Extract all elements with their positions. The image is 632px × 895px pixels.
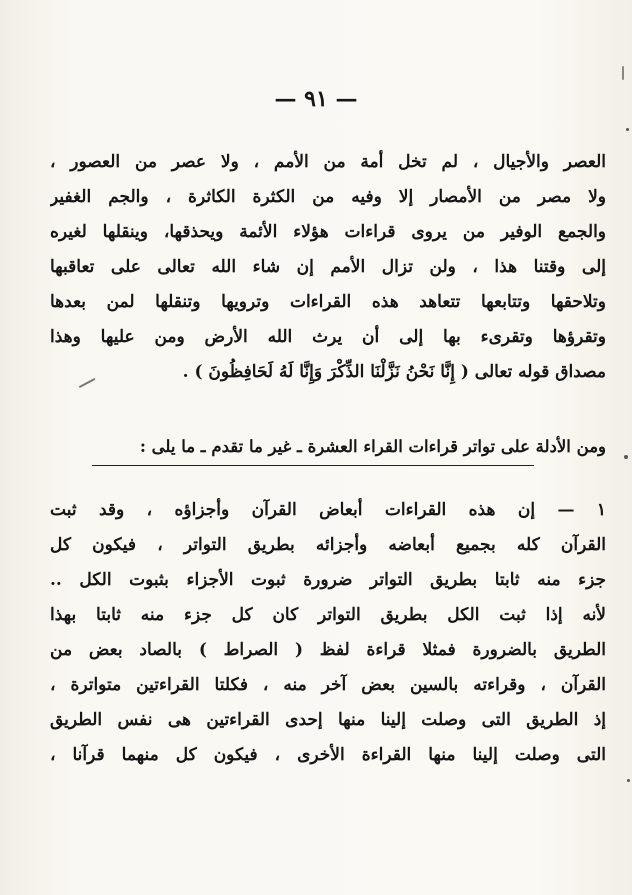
text-line: ولا مصر من الأمصار إلا وفيه من الكثرة الكاثرة ، والجم الغفير: [50, 187, 606, 207]
scan-speck: [626, 128, 629, 131]
paragraph-2: [50, 493, 606, 773]
scan-speck: [624, 455, 628, 459]
text-line: لأنه إذا ثبت الكل بطريق التواتر كان كل جزء منه ثابتا بهذا: [50, 605, 606, 625]
text-line: القرآن ، وقراءته بالسين بعض آخر منه ، فكلتا القراءتين متواترة ،: [50, 675, 606, 695]
scan-speck: [622, 66, 624, 80]
text-line: القرآن كله بجميع أبعاضه وأجزائه بطريق التواتر ، فيكون كل: [50, 535, 606, 555]
text-line: إلى وقتنا هذا ، ولن تزال الأمم إن شاء الله تعالى على تعاقبها: [50, 257, 606, 277]
section-heading: ومن الأدلة على تواتر قراءات القراء العشرة ـ غير ما تقدم ـ ما يلى :: [139, 437, 606, 456]
text-line: وتلاحقها وتتابعها تتعاهد هذه القراءات وترويها وتنقلها لمن بعدها: [50, 292, 606, 312]
text-line: الطريق بالضرورة فمثلا قراءة لفظ ( الصراط ) بالصاد بعض من: [50, 640, 606, 660]
text-line: التى وصلت إلينا منها القراءة الأخرى ، فيكون كل منهما قرآنا ،: [50, 745, 606, 765]
scan-speck: [627, 779, 630, 782]
text-line: جزء منه ثابتا بطريق التواتر ضرورة ثبوت الأجزاء بثبوت الكل ..: [50, 570, 606, 590]
heading-underline: [92, 465, 534, 466]
text-line: العصر والأجيال ، لم تخل أمة من الأمم ، ولا عصر من العصور ،: [50, 152, 606, 172]
text-line: والجمع الوفير من يروى قراءات هؤلاء الأئمة ويحذقها، وينقلها لغيره: [50, 222, 606, 242]
text-line: ١ — إن هذه القراءات أبعاض القرآن وأجزاؤه ، وقد ثبت: [50, 500, 606, 520]
page-number: — ٩١ —: [274, 86, 358, 112]
text-line: إذ الطريق التى وصلت إلينا منها إحدى القراءتين هى نفس الطريق: [50, 710, 606, 730]
paragraph-1: [50, 145, 606, 390]
quran-verse-line: مصداق قوله تعالى ( إِنَّا نَحْنُ نَزَّلْنَا الذِّكْرَ وَإِنَّا لَهُ لَحَافِظُونَ ) .: [182, 362, 606, 382]
text-line: وتقرؤها وتقرىء بها إلى أن يرث الله الأرض ومن عليها وهذا: [50, 327, 606, 347]
